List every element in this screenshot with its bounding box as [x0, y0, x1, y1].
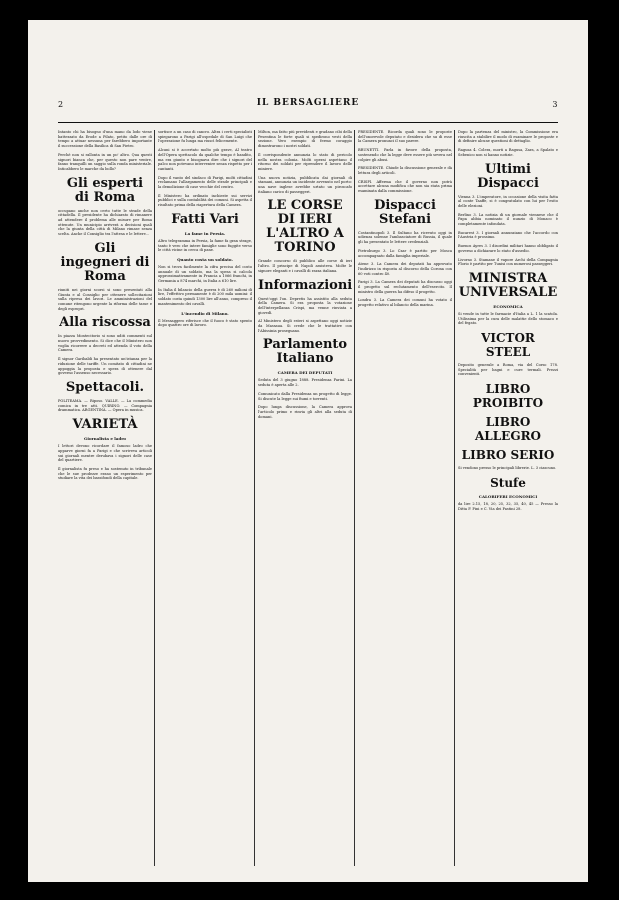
page-number-right: 3 [552, 100, 558, 109]
column-divider-1 [154, 130, 155, 866]
section-subheading: ECONOMICA [493, 303, 523, 309]
article-paragraph: Dopo la partenza del ministro, la Commissione era riuscita a stabilire il modo di esaminare le proposte e di definire alcune questioni di dettaglio. [458, 130, 558, 144]
section-heading: LIBRO ALLEGRO [474, 415, 541, 444]
article-paragraph: Berlino 3. La notizia di un giornale viennese che il Papa abbia nominato il nunzio di Monaco è completamente infondata. [458, 212, 558, 227]
section-subheading: L'incendio di Milano. [181, 310, 229, 316]
article-paragraph: Londra 3. La Camera dei comuni ha votato il progetto relativo al bilancio della marina. [358, 298, 452, 308]
section-subheading: CALORIFERI ECONOMICI [478, 493, 538, 499]
article-paragraph: Il Messaggero riferisce che il fuoco è stato spento dopo quattro ore di lavoro. [158, 318, 252, 328]
section-heading: VICTOR STEEL [481, 331, 535, 360]
page-number-left: 2 [58, 100, 64, 109]
section-heading: LIBRO PROIBITO [472, 382, 544, 411]
article-paragraph: sortisce a un caso di cancro. Altra i certi specialisti spiegarono a Parigi all'ospedale di San Luigi che l'operazione fu lunga ma riuscì felicemente. [158, 130, 252, 144]
article-paragraph: Atene 3. La Camera dei deputati ha approvato l'indirizzo in risposta al discorso della Corona con 60 voti contro 40. [358, 262, 452, 276]
section-subheading: La fame in Persia. [184, 230, 226, 236]
section-subheading: Quanto costa un soldato. [177, 256, 233, 262]
article-paragraph: Vienna 3. L'imperatore, in occasione della visita fatta al conte Taaffe, si è congratulato con lui per l'esito delle elezioni. [458, 194, 558, 208]
article-paragraph: Intanto chi ha bisogno d'una mano da lodo viene battezzato da Erode a Pilato, petito dalle ore di tempo a attuar nessuna per farebbero importante il successione della Basilica di San Pietro. [58, 130, 152, 149]
article-paragraph: Non si trova facilmente la cifra precisa del costo annuale di un soldato, ma la spesa si calcola approssimativamente in Francia a 1066 franchi, in Germania a 874 marchi, in Italia a 610 lire. [158, 264, 252, 284]
top-rule [58, 122, 558, 123]
article-paragraph: Pietroburgo 3. Lo Czar è partito per Mosca accompagnato dalla famiglia imperiale. [358, 248, 452, 258]
section-heading: Gli ingegneri di Roma [60, 240, 150, 284]
column-4 [358, 130, 452, 864]
article-paragraph: PRESIDENTE. Ricorda quali sono le proposte dell'onorevole deputato e desidera che su di esse la Camera pronunci il suo parere. [358, 130, 452, 144]
article-paragraph: Deposito generale a Roma, via del Corso 178. Specialità per bagni e cure termali. Prezzi convenienti. [458, 363, 558, 377]
column-5 [458, 130, 558, 864]
article-paragraph: Altro telegramma in Persia, la fame fa gran strage, tanto è vero che intere famiglie sono fuggite verso le città vicine in cerca di pane. [158, 238, 252, 253]
section-heading: Fatti Vari [171, 211, 239, 227]
column-3 [258, 130, 352, 864]
article-paragraph: Seduta del 3 giugno 1888. Presidenza Farini. La seduta è aperta alle 2. [258, 378, 352, 388]
article-paragraph: Il giornalista fu preso e ha sostenuto in tribunale che le sue prodezze erano un esperimento per studiare la vita dei bassifondi della capitale. [58, 466, 152, 481]
column-divider-2 [254, 130, 255, 866]
article-paragraph: Una nuova notizia, pubblicata dai giornali di stamani, annunzia un incidente avvenuto nel porto: una nave inglese avrebbe urtato un piroscafo italiano carico di passeggeri. [258, 175, 352, 194]
section-heading: Spettacoli. [65, 379, 145, 395]
newspaper-page [28, 20, 588, 882]
article-paragraph: Parigi 3. La Camera dei deputati ha discusso oggi il progetto sul reclutamento dell'esercito. Il ministro della guerra ha difeso il progetto. [358, 280, 452, 294]
section-heading: Stufe [490, 475, 526, 490]
article-paragraph: In piazza Montecitorio si sono uditi commenti sul nuovo provvedimento. Si dice che il Ministero non voglia ricorrere a decreti ed attenda il voto della Camera. [58, 334, 152, 353]
section-heading: MINISTRA UNIVERSALE [458, 270, 558, 300]
article-paragraph: PRESIDENTE. Chiude la discussione generale e dà lettura degli articoli. [358, 166, 452, 175]
article-paragraph: Comunicato dalla Presidenza un progetto di legge. Si discute la legge sui fiumi e torrenti. [258, 391, 352, 401]
column-divider-3 [354, 130, 355, 866]
article-paragraph: Grande concorso di pubblico alle corse di ieri l'altro. Il principe di Napoli assisteva. Molte le signore eleganti e i cavalli di razza italiana. [258, 259, 352, 273]
article-paragraph: Si vendono presso le principali librerie. L. 3 ciascuno. [458, 466, 557, 471]
article-paragraph: Livorno 3. Stamane il vapore Archi della Compagnia Florio è partito per Tunisi con numerosi passeggeri. [458, 257, 558, 267]
section-subheading: CAMERA DEI DEPUTATI [277, 370, 333, 376]
article-paragraph: riuniti nei giorni scorsi si sono presentati alla Giunta e al Consiglio per ottenere sollecitazioni sulla ripresa dei lavori. Le amministrazioni del comune ritengono urgente la riforma delle tasse e degli espropri. [58, 287, 152, 311]
section-heading: VARIETÀ [72, 417, 138, 433]
section-heading: Alla riscossa [59, 315, 151, 331]
article-paragraph: In Italia il bilancio della guerra è di 260 milioni di lire, l'effettivo permanente è di 200 mila uomini: il soldato costa quindi 1300 lire all'anno, compreso il mantenimento dei cavalli. [158, 287, 252, 306]
article-paragraph: Quest'oggi l'on. Depretis ha assistito alla seduta della Camera. Si era proposta la votazione dell'interpellanza Crispi, ma venne rinviata a giovedì. [258, 296, 352, 315]
article-paragraph: CRISPI. Afferma che il governo non potrà accettare alcuna modifica che non sia stata prima esaminata dalla commissione. [358, 179, 452, 194]
article-paragraph: BRUNETTI. Parla in favore della proposta, sostenendo che la legge deve essere più severa nel colpire gli abusi. [358, 148, 452, 162]
column-1 [58, 130, 152, 864]
section-heading: Parlamento Italiano [262, 337, 348, 367]
section-subheading: Giornalista e ladro [84, 436, 126, 442]
section-heading: Dispacci Stefani [374, 197, 436, 227]
article-paragraph: Bucarest 3. I giornali annunziano che l'accordo con l'Austria è prossimo. [458, 230, 558, 240]
section-heading: Ultimi Dispacci [477, 161, 539, 191]
article-paragraph: Si vende in tutte le farmacie d'Italia a L. 1 la scatola. Utilissima per la cura delle malattie dello stomaco e del fegato. [458, 311, 558, 326]
newspaper-title: IL BERSAGLIERE [256, 98, 360, 108]
article-paragraph: da lire 2.15, 18, 20, 25, 32, 35, 40, 45 — Presso la Ditta F. Pini e C. Via dei Pastini 28. [458, 501, 558, 511]
article-paragraph: Dopo lunga discussione, la Camera approva l'articolo primo e rinvia gli altri alla seduta di domani. [258, 405, 352, 419]
article-paragraph: Dopo il vanto del sindaco di Parigi, molti cittadini reclamano l'allargamento delle strade principali e la demolizione di case vecchie del centro. [158, 175, 252, 190]
article-paragraph: Al Ministero degli esteri si aspettano oggi notizie da Massaua. Si crede che le trattative con l'Abissinia proseguano. [258, 319, 352, 333]
article-paragraph: POLITEAMA. — Riposo. VALLE. — La commedia comica in tre atti. QUIRINO. — Compagnia drammatica. ARGENTINA. — Opera in musica. [58, 398, 152, 413]
section-heading: Gli esperti di Roma [66, 175, 144, 205]
article-paragraph: I lettori devono ricordare il famoso ladro che apparve giorni fa a Parigi e che scriveva articoli sui giornali mentre derubava i signori delle case del quartiere. [58, 444, 152, 463]
section-heading: LE CORSE DI IERI L'ALTRO A TORINO [266, 198, 344, 256]
article-paragraph: Milton, ma fatto più previdenti e gradano cibi della Pesentina le forte quali si spedirono vesti della sezione. Vero esempio di fermo coraggio dimostrarono i nostri soldati. [258, 130, 352, 149]
article-paragraph: Ragusa 4. Colera, morti a Ragusa, Zara, a Spalato e Sebenico non si hanno notizie. [458, 148, 558, 157]
article-paragraph: Buenos Ayres 3. I disordini militari hanno obbligato il governo a dichiarare lo stato d'assedio. [458, 244, 558, 253]
article-paragraph: Alcuni si è accertato molto più grave, Al teatro dell'Opera spettacolo da qualche tempo è bandito, ma era giunto e bisognava dire che i signori del palco non potevano intervenire senza rispetto per i cantanti. [158, 148, 252, 171]
column-2 [158, 130, 252, 864]
article-paragraph: Il Ministero ha ordinato inchieste sui servizi pubblici e sulla contabilità dei comuni. Si aspetta il risultato prima della riapertura della Camera. [158, 193, 252, 208]
article-paragraph: Il signor Garibaldi ha presentato un'istanza per la riduzione delle tariffe. Un comitato di cittadini ne appoggia la proposta e spera di ottenere dal governo l'assenso necessario. [58, 357, 152, 376]
article-paragraph: Perchè non si rallonta in un po' altro. Qua questi signori bianca che, per questo non pare ventre, fanno tranquilli un saggio sulla ronda ministeriale. Inticabbero le marche da bollo? [58, 152, 152, 171]
column-divider-4 [454, 130, 455, 866]
article-paragraph: Il corrispondente annunzia lo stato di pericolo nella nostra colonia. Molti operai aspettano il ritorno dei soldati per riprendere il lavoro delle miniere. [258, 152, 352, 171]
section-heading: Informazioni [258, 277, 352, 293]
page-header [58, 98, 558, 122]
section-heading: LIBRO SERIO [461, 448, 555, 463]
article-paragraph: Costantinopoli 3. Il Sultano ha ricevuto oggi in udienza solenne l'ambasciatore di Russia, il quale gli ha presentato le lettere credenziali. [358, 230, 452, 245]
article-paragraph: occupano anche non certo tutte le strade della cittadella. Il presidente ha dichiarato di rimanere ad attendere il problema alle misure per Roma ottenute. Un municipio arriverà a decisioni quali che la giunta della città di Milano rimase senza scelta. Anche il Consiglio tra l'attesa e le lettere... [58, 208, 152, 237]
